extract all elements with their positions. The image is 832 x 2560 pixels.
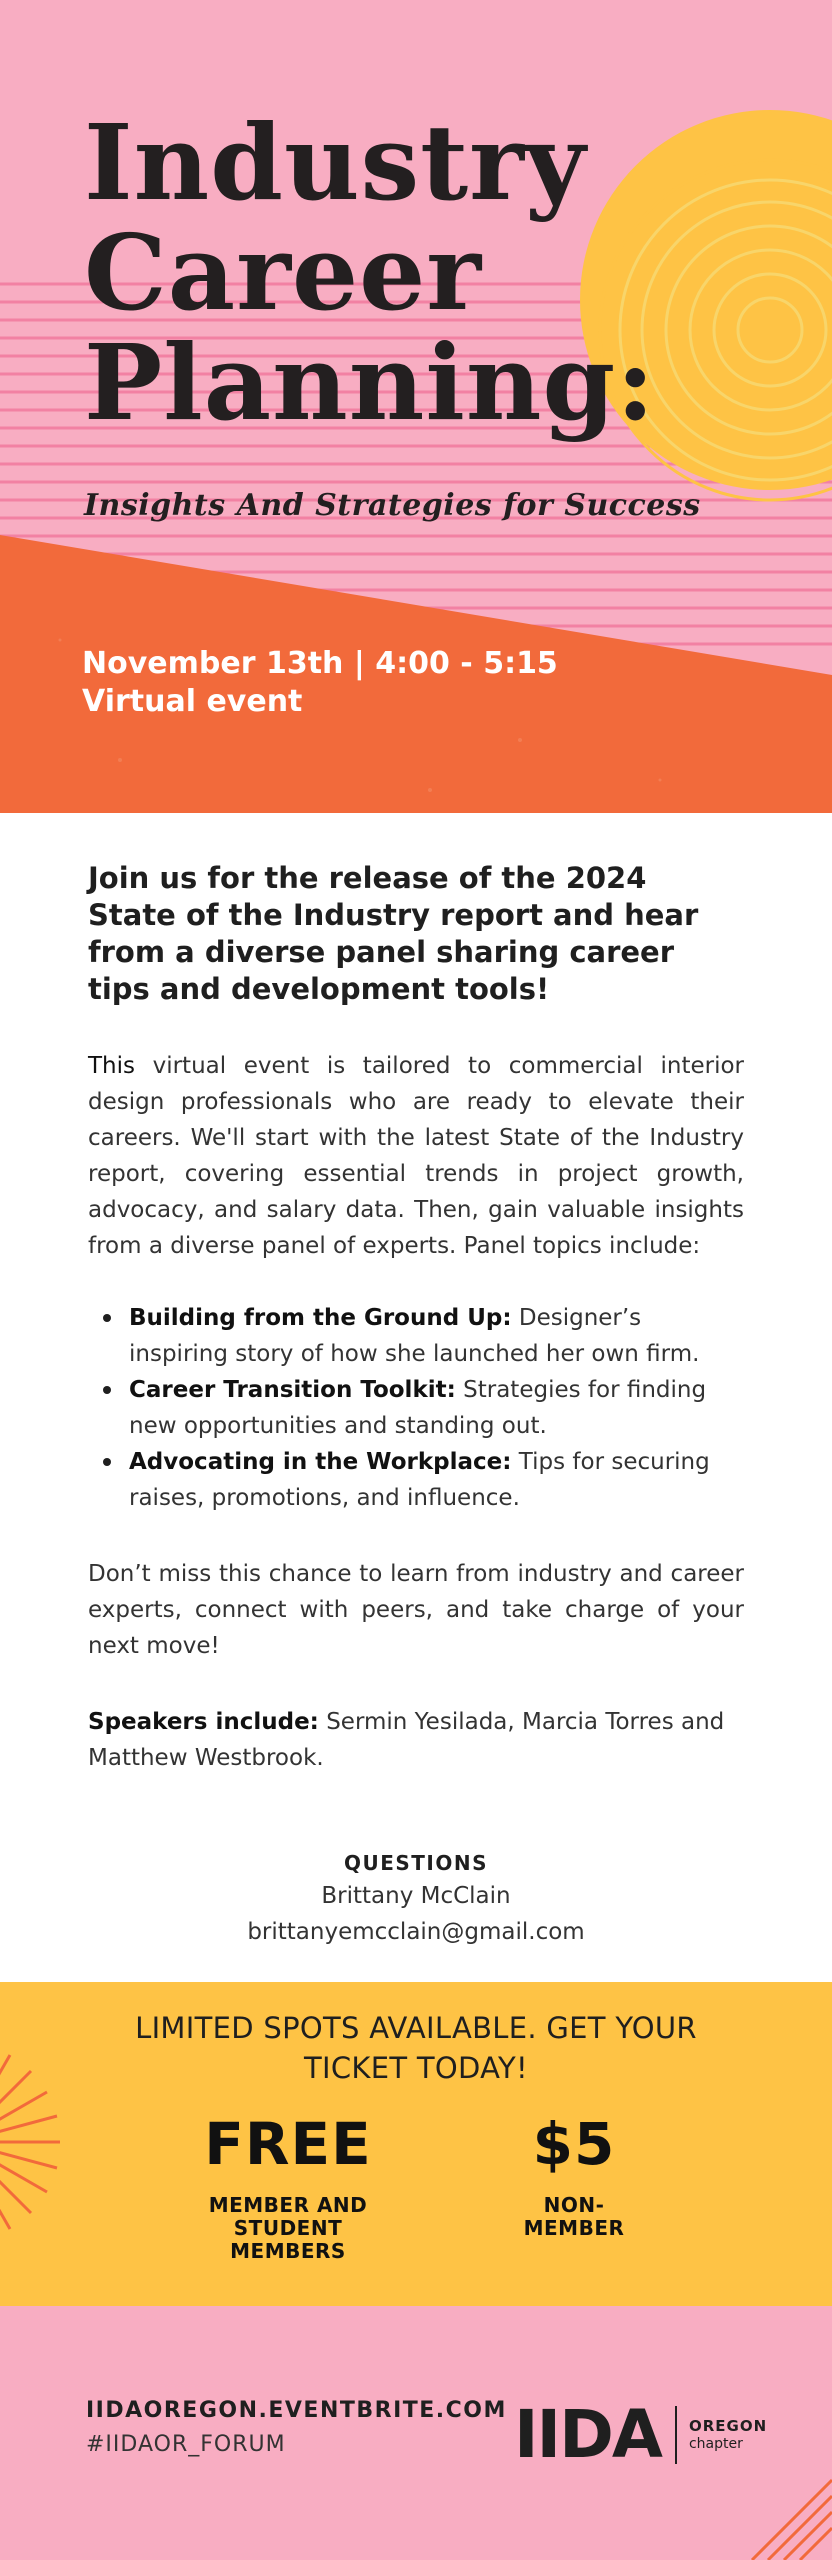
speakers-line [88, 1704, 744, 1776]
event-subtitle: Insights And Strategies for Success [84, 488, 701, 523]
list-item [88, 1444, 744, 1516]
intro-paragraph [88, 1048, 744, 1264]
free-ticket [188, 2112, 388, 2263]
list-item [88, 1372, 744, 1444]
event-details [82, 645, 558, 721]
topic-text: Strategies for finding new opportunities and standing out. [129, 1377, 707, 1439]
sunburst-rays [0, 2045, 60, 2239]
questions-contact [0, 1848, 832, 1950]
panel-topics-list [88, 1300, 744, 1516]
topic-title: Building from the Ground Up: [129, 1305, 512, 1331]
title-line-2: Career [84, 211, 483, 334]
logo-mark: IIDA [514, 2396, 661, 2473]
corner-diagonal-lines [752, 2480, 832, 2560]
topic-text: Designer’s inspiring story of how she launched her own firm. [129, 1305, 700, 1367]
eventbrite-link[interactable]: IIDAOREGON.EVENTBRITE.COM [86, 2398, 507, 2423]
questions-heading: QUESTIONS [343, 1851, 489, 1875]
lead-heading: Join us for the release of the 2024 State of the Industry report and hear from a diverse panel sharing career tips and development tools! [88, 861, 699, 1006]
paid-audience-line: NON- [543, 2193, 605, 2217]
event-date-time: November 13th | 4:00 - 5:15 [82, 646, 558, 681]
topic-title: Advocating in the Workplace: [129, 1449, 512, 1475]
event-hashtag: #IIDAOR_FORUM [86, 2432, 286, 2457]
title-line-1: Industry [84, 101, 587, 224]
free-audience-line: MEMBERS [230, 2239, 346, 2263]
contact-name: Brittany McClain [321, 1883, 511, 1909]
tickets-heading: LIMITED SPOTS AVAILABLE. GET YOUR TICKET TODAY! [135, 2011, 697, 2085]
intro-rest: virtual event is tailored to commercial interior design professionals who are ready to elevate their careers. We'll start with the latest State of the Industry report, covering essential trends in project growth, advocacy, and salary data. Then, gain valuable insights from a diverse panel of experts. Panel topics include: [88, 1053, 744, 1259]
hero-banner [0, 0, 832, 813]
free-audience-line: MEMBER AND [208, 2193, 368, 2217]
logo-subtext [689, 2417, 767, 2453]
event-title [84, 101, 764, 444]
logo-chapter-label: chapter [688, 2436, 743, 2452]
paid-price: $5 [532, 2110, 616, 2178]
footer [0, 2306, 832, 2560]
topic-title: Career Transition Toolkit: [129, 1377, 456, 1403]
list-item [88, 1300, 744, 1372]
speakers-label: Speakers include: [88, 1709, 319, 1735]
paid-audience-line: MEMBER [523, 2216, 625, 2240]
logo-divider [675, 2406, 677, 2464]
free-audience-line: STUDENT [233, 2216, 343, 2240]
logo-chapter-name: OREGON [688, 2417, 768, 2435]
contact-email[interactable]: brittanyemcclain@gmail.com [247, 1919, 585, 1945]
topic-text: Tips for securing raises, promotions, and influence. [129, 1449, 710, 1511]
intro-first-word: This [88, 1053, 135, 1079]
event-description [88, 860, 744, 1776]
iida-oregon-logo [514, 2396, 768, 2473]
speakers-names: Sermin Yesilada, Marcia Torres and Matthew Westbrook. [88, 1709, 725, 1771]
paid-audience [484, 2194, 664, 2240]
free-price: FREE [204, 2110, 372, 2178]
tickets-banner [0, 1982, 832, 2306]
title-line-3: Planning: [84, 321, 656, 444]
closing-paragraph: Don’t miss this chance to learn from industry and career experts, connect with peers, and take charge of your next move! [88, 1561, 744, 1659]
free-audience [188, 2194, 388, 2263]
event-format: Virtual event [82, 684, 303, 719]
paid-ticket [484, 2112, 664, 2240]
